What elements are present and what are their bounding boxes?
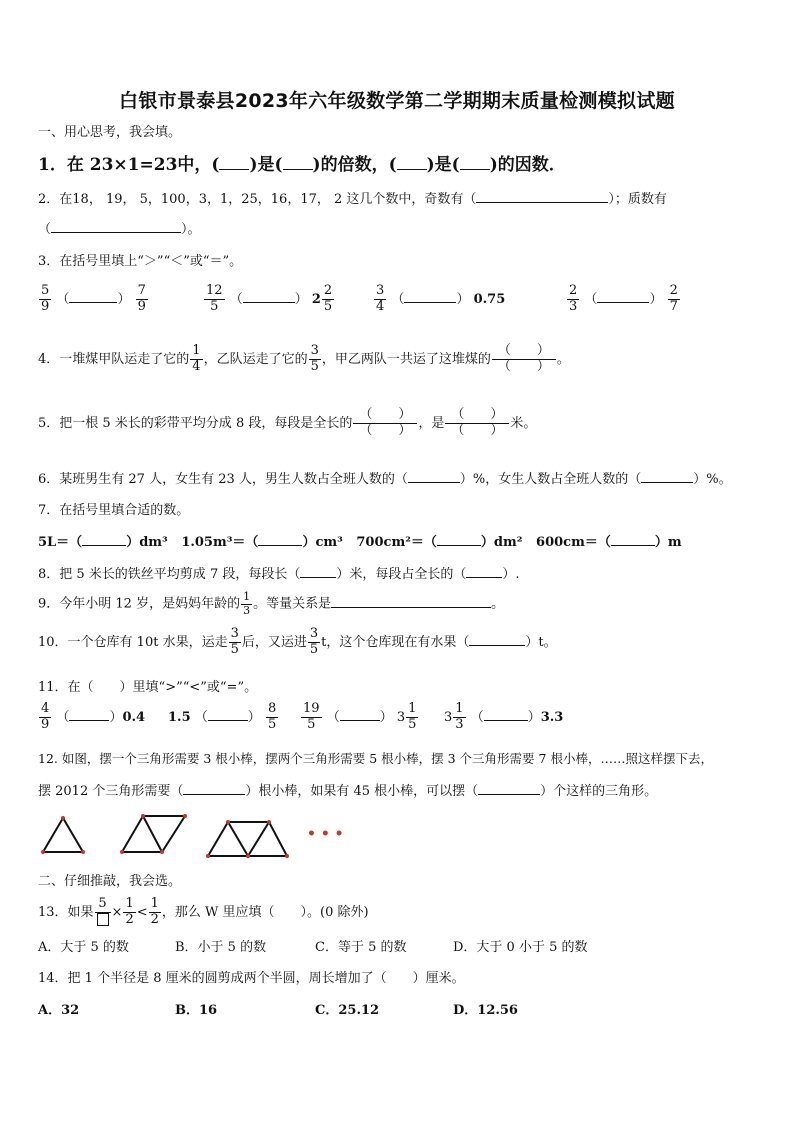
q11-3-frac-den: 5 (408, 716, 417, 732)
q13-right-num: 1 (150, 896, 159, 911)
q13-text-a: 13．如果 (38, 904, 94, 920)
q3-1-blank[interactable] (69, 302, 117, 303)
q4-frac1-den: 4 (192, 358, 201, 374)
q4-answer-num[interactable]: （ ） (492, 344, 556, 360)
q13-box-icon (97, 913, 109, 926)
q5-answer-fraction-2[interactable] (445, 408, 509, 439)
q13-option-b[interactable]: B．小于 5 的数 (175, 940, 267, 955)
q5-answer2-den[interactable]: （ ） (451, 422, 504, 438)
q10-frac2-num: 3 (309, 626, 319, 641)
question-4 (38, 344, 570, 375)
q4-text-a: 4．一堆煤甲队运走了它的 (38, 351, 190, 367)
q9-frac-den: 3 (243, 603, 251, 617)
q7-1-unit: ）dm³ (126, 535, 168, 550)
q14-option-d[interactable]: D．12.56 (453, 1003, 518, 1018)
question-6 (38, 468, 732, 487)
q11-item-3 (300, 702, 419, 733)
q10-text-a: 10．一个仓库有 10t 水果，运走 (38, 634, 228, 650)
q5-text-b: ，是 (418, 415, 445, 431)
paren-close: ） (117, 291, 131, 307)
q7-4-unit: ）m (654, 535, 682, 550)
q3-4-right-den: 7 (669, 298, 678, 314)
q8-text-c: ）. (502, 567, 520, 582)
q7-2-unit: ）cm³ (302, 535, 343, 550)
q2-blank-prime[interactable] (51, 232, 181, 233)
question-10 (38, 627, 557, 658)
q5-text-c: 米。 (510, 415, 537, 431)
paren-close: ） (294, 291, 308, 307)
q9-text-c: 。 (491, 596, 505, 612)
q3-item-2 (203, 284, 335, 315)
paren-open: （ (229, 291, 243, 307)
q11-3-frac-num: 1 (408, 701, 417, 716)
q7-3-text: 700cm²＝（ (356, 535, 437, 550)
q12-text-c: ）个这样的三角形。 (540, 784, 658, 799)
q6-text-a: 6．某班男生有 27 人，女生有 23 人，男生人数占全班人数的（ (38, 472, 408, 487)
section-heading-1: 一、用心思考，我会填。 (38, 125, 182, 140)
q3-3-left-num: 3 (376, 283, 385, 298)
q14-option-b[interactable]: B．16 (175, 1003, 218, 1018)
q4-answer-den[interactable]: （ ） (497, 358, 550, 374)
question-12-line-2 (38, 780, 657, 799)
q9-blank-relation[interactable] (331, 607, 491, 608)
q1-equation: 23×1=23 (89, 155, 178, 175)
q11-1-right: 0.4 (122, 709, 146, 725)
q11-3-int: 3 (396, 709, 406, 725)
q1-blank-1[interactable] (219, 169, 249, 170)
q7-1-text: 5L＝（ (38, 535, 83, 550)
q1-blank-2[interactable] (283, 169, 313, 170)
q1-blank-4[interactable] (460, 169, 490, 170)
q9-frac-num: 1 (243, 590, 251, 603)
q14-option-c[interactable]: C．25.12 (315, 1003, 380, 1018)
triangle-three-icon (208, 822, 287, 856)
q3-2-right-num: 2 (323, 283, 333, 298)
q10-text-b: 后，又运进 (241, 634, 307, 650)
paren-open: （ (56, 291, 70, 307)
q3-3-right-value: 0.75 (473, 291, 506, 307)
q7-2-text: 1.05m³＝（ (181, 535, 259, 550)
q9-text-a: 9．今年小明 12 岁，是妈妈年龄的 (38, 596, 241, 612)
q3-1-right-num: 7 (137, 283, 146, 298)
q13-option-a[interactable]: A．大于 5 的数 (38, 940, 129, 955)
q7-conversions (38, 531, 682, 550)
q6-text-c: ）%。 (693, 472, 732, 487)
q13-option-d[interactable]: D．大于 0 小于 5 的数 (453, 940, 588, 955)
question-2-line-1 (38, 188, 667, 207)
q11-3-num: 19 (303, 701, 320, 716)
q3-2-left-den: 5 (210, 298, 219, 314)
q11-item-4 (444, 702, 563, 733)
q8-text-a: 8．把 5 米长的铁丝平均剪成 7 段，每段长（ (38, 567, 301, 582)
question-12-line-1: 12. 如图，摆一个三角形需要 3 根小棒，摆两个三角形需要 5 根小棒，摆 3 个三角形需要 7 根小棒，……照这样摆下去， (38, 751, 713, 766)
q2-text: 2．在18， 19， 5，100，3，1，25，16，17， 2 这几个数中，奇数有（ (38, 192, 477, 207)
q3-4-blank[interactable] (597, 302, 649, 303)
q6-blank-girls[interactable] (641, 482, 693, 483)
q3-3-blank[interactable] (404, 302, 456, 303)
q12-text-b: ）根小棒，如果有 45 根小棒，可以摆（ (245, 784, 479, 799)
q3-2-right-int: 2 (311, 291, 321, 307)
q12-blank-sticks[interactable] (183, 794, 245, 795)
triangle-one-icon (43, 818, 83, 852)
q3-4-left-num: 2 (569, 283, 578, 298)
q5-answer-fraction-1[interactable] (353, 408, 417, 439)
page-title: 白银市景泰县2023年六年级数学第二学期期末质量检测模拟试题 (119, 90, 675, 112)
q5-text-a: 5．把一根 5 米长的彩带平均分成 8 段，每段是全长的 (38, 415, 353, 431)
paren-open: （ (391, 291, 405, 307)
q4-text-b: ，乙队运走了它的 (203, 351, 308, 367)
q5-answer1-den[interactable]: （ ） (359, 422, 412, 438)
q11-3-blank[interactable] (340, 720, 380, 721)
q10-text-d: ）t。 (525, 634, 557, 650)
q7-3-blank[interactable] (437, 545, 481, 546)
q10-frac2-den: 5 (309, 641, 319, 657)
q2-paren-open: （ (38, 222, 52, 237)
q3-item-3 (373, 284, 505, 315)
q10-frac1-num: 3 (230, 626, 239, 641)
q3-1-right-den: 9 (137, 298, 146, 314)
paren-close: ） (456, 291, 470, 307)
q2-blank-odd[interactable] (476, 202, 608, 203)
q6-text-b: ）%，女生人数占全班人数的（ (459, 472, 642, 487)
paren-close: ） (247, 709, 261, 725)
paren-close: ） (527, 709, 541, 725)
q11-4-right: 3.3 (540, 709, 564, 725)
q11-2-blank[interactable] (208, 720, 248, 721)
q11-4-int: 3 (444, 709, 453, 725)
q3-1-left-num: 5 (41, 283, 50, 298)
q3-2-left-num: 12 (206, 283, 223, 298)
q11-item-2 (168, 702, 279, 733)
q7-3-unit: ）dm² (480, 535, 523, 550)
question-8 (38, 563, 520, 582)
q13-frac-num: 5 (95, 897, 111, 913)
q11-2-den: 5 (267, 716, 277, 732)
triangle-one-dots-icon (41, 816, 85, 854)
paren-close: ） (379, 709, 393, 725)
question-3: 3．在括号里填上“＞”“＜”或“＝”。 (38, 254, 243, 269)
q11-item-1 (38, 702, 145, 733)
q13-option-c[interactable]: C．等于 5 的数 (315, 940, 407, 955)
q3-2-blank[interactable] (243, 302, 295, 303)
q10-blank[interactable] (469, 645, 525, 646)
question-7: 7．在括号里填合适的数。 (38, 503, 190, 518)
q11-2-num: 8 (267, 701, 277, 716)
paren-open: （ (584, 291, 598, 307)
q1-blank-3[interactable] (397, 169, 427, 170)
q11-2-left: 1.5 (168, 709, 191, 725)
q10-frac1-den: 5 (230, 641, 239, 657)
q3-3-left-den: 4 (376, 298, 385, 314)
q3-item-4 (566, 284, 681, 315)
q8-blank-length[interactable] (300, 577, 336, 578)
q9-text-b: 。等量关系是 (253, 596, 332, 612)
q11-1-blank[interactable] (69, 720, 109, 721)
q1-text-d: )是( (249, 155, 283, 175)
q12-blank-triangles[interactable] (478, 794, 540, 795)
q8-text-b: ）米，每段占全长的（ (336, 567, 467, 582)
q1-text-a: 1．在 (38, 155, 84, 175)
section-heading-2: 二、仔细推敲，我会选。 (38, 874, 182, 889)
q4-text-d: 。 (556, 351, 570, 367)
q13-right-den: 2 (150, 911, 159, 927)
triangle-three-dots-icon (206, 820, 289, 858)
q12-text-a: 摆 2012 个三角形需要（ (38, 784, 184, 799)
q11-4-frac-den: 3 (455, 716, 464, 732)
paren-open: （ (470, 709, 484, 725)
q13-less-than: < (136, 904, 148, 920)
question-14: 14．把 1 个半径是 8 厘米的圆剪成两个半圆，周长增加了（ ）厘米。 (38, 971, 465, 986)
q4-frac1-num: 1 (192, 343, 201, 358)
q13-times: × (111, 904, 123, 920)
q1-text-g: )的因数． (489, 155, 566, 175)
q10-text-c: t，这个仓库现在有水果（ (321, 634, 470, 650)
q4-frac2-num: 3 (310, 343, 319, 358)
q4-answer-fraction[interactable] (492, 344, 556, 375)
question-13 (38, 897, 369, 928)
q11-4-frac-num: 1 (455, 701, 464, 716)
triangle-two-dots-icon (120, 814, 187, 854)
q6-blank-boys[interactable] (408, 482, 460, 483)
q11-4-blank[interactable] (484, 720, 528, 721)
question-1 (38, 150, 566, 175)
question-5 (38, 408, 536, 439)
q3-2-right-den: 5 (323, 298, 333, 314)
q7-4-text: 600cm＝（ (536, 535, 611, 550)
question-11: 11．在（ ）里填“>”“<”或“=”。 (38, 680, 258, 695)
q3-4-left-den: 3 (569, 298, 578, 314)
q7-2-blank[interactable] (258, 545, 302, 546)
q1-text-f: )是( (426, 155, 460, 175)
paren-open: （ (194, 709, 208, 725)
q1-text-e: )的倍数，( (312, 155, 397, 175)
q13-text-b: ，那么 W 里应填（ ）。(0 除外) (161, 904, 369, 920)
paren-open: （ (56, 709, 70, 725)
q2-text-end: ）；质数有 (608, 192, 667, 207)
q13-half-den: 2 (125, 911, 134, 927)
q1-text-c: 中，( (177, 155, 220, 175)
q7-1-blank[interactable] (82, 545, 126, 546)
q2-paren-close: ）。 (181, 222, 201, 237)
q5-answer2-num[interactable]: （ ） (445, 408, 509, 424)
q8-blank-fraction[interactable] (466, 577, 502, 578)
question-2-line-2 (38, 218, 201, 237)
q4-text-c: ，甲乙两队一共运了这堆煤的 (321, 351, 491, 367)
q11-3-den: 5 (307, 716, 316, 732)
q13-half-num: 1 (125, 896, 134, 911)
triangle-two-icon (122, 816, 185, 852)
paren-close: ） (649, 291, 663, 307)
q3-item-1 (38, 284, 149, 315)
paren-open: （ (326, 709, 340, 725)
q4-frac2-den: 5 (310, 358, 319, 374)
q14-option-a[interactable]: A．32 (38, 1003, 80, 1018)
q11-1-num: 4 (41, 701, 50, 716)
q7-4-blank[interactable] (611, 545, 655, 546)
q5-answer1-num[interactable]: （ ） (353, 408, 417, 424)
q11-1-den: 9 (41, 716, 50, 732)
question-9 (38, 591, 504, 617)
q3-4-right-num: 2 (669, 283, 678, 298)
ellipsis-dots-icon: • • • (307, 826, 344, 842)
paren-close: ） (109, 709, 123, 725)
q3-1-left-den: 9 (41, 298, 50, 314)
